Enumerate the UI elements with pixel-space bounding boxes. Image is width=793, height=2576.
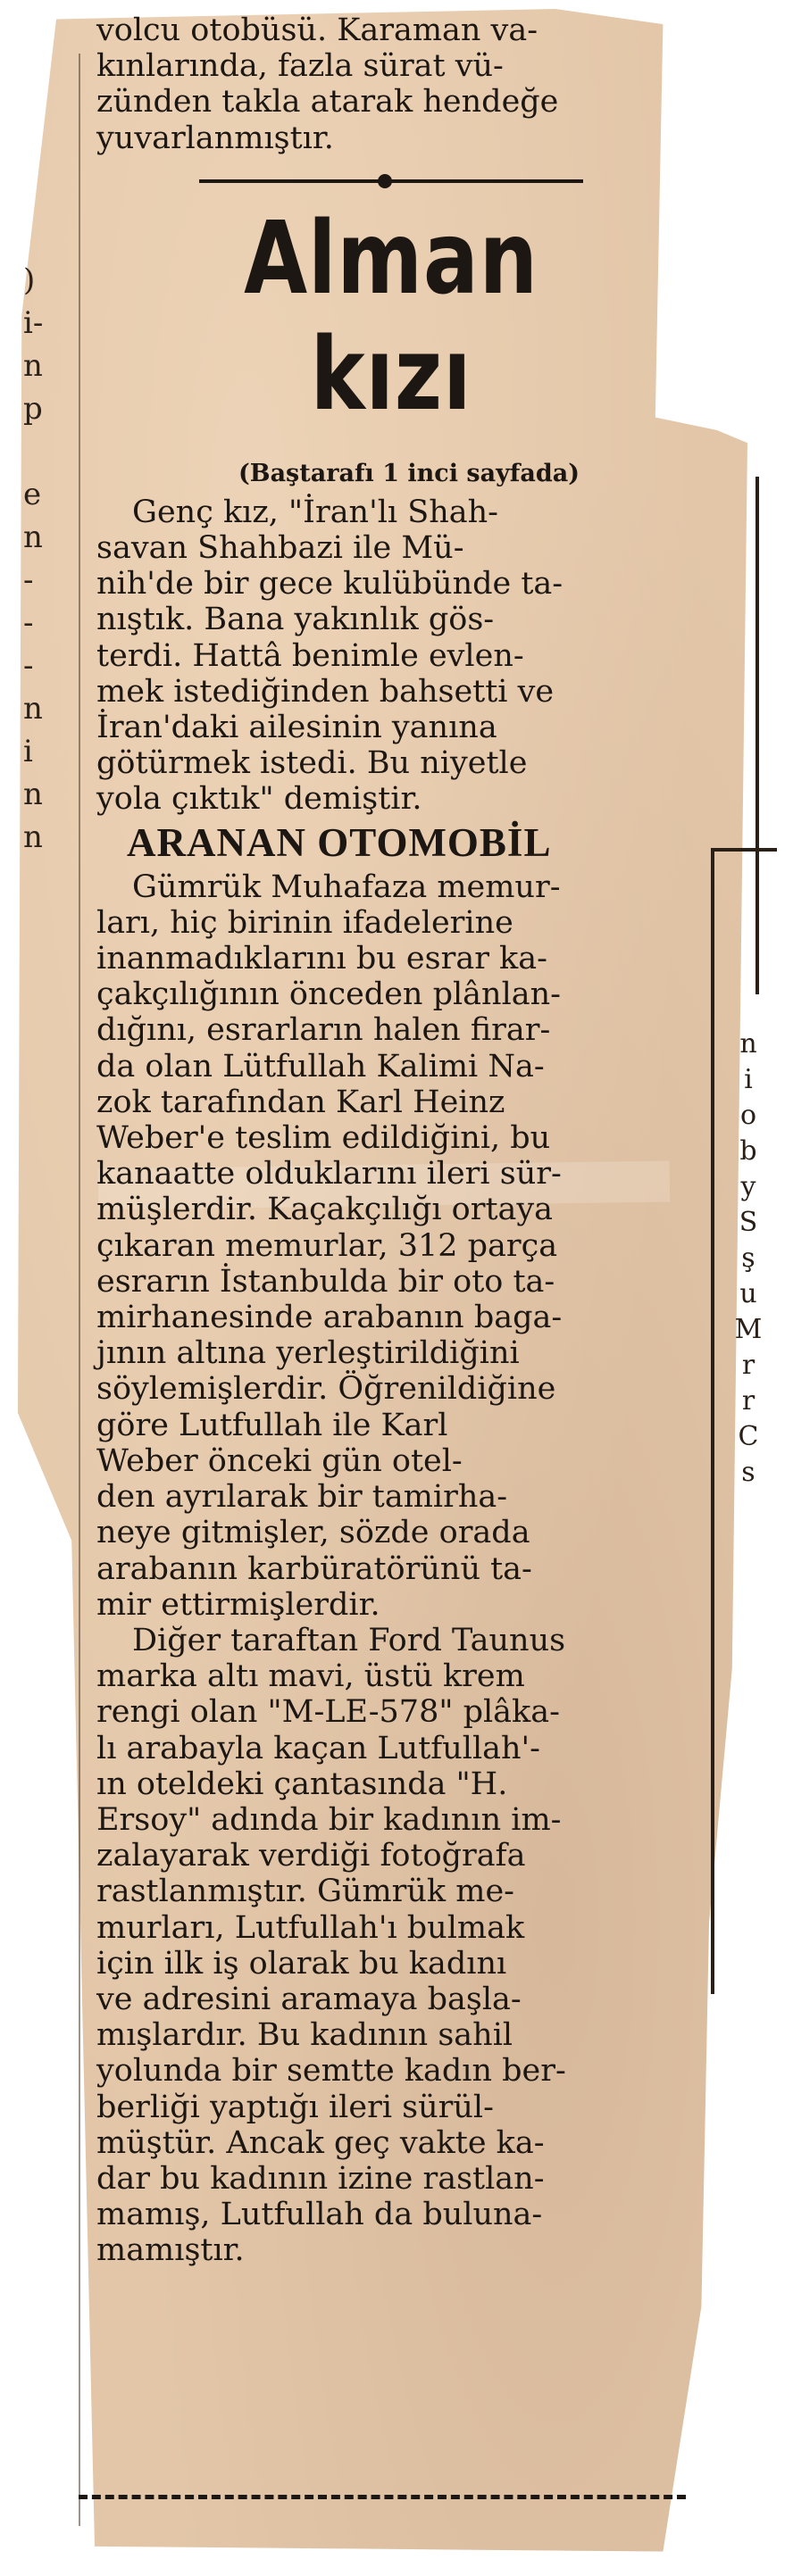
paragraph-2: Gümrük Muhafaza memur- ları, hiç birinin ifadelerine inanmadıklarını bu esrar ka- çakçılığının önceden plânlan- dığını, esrarların halen firar- da olan Lütfullah Kalimi Na- zok tarafından Karl Heinz Weber'e teslim edildiğini, bu kanaatte olduklarını ileri sür- müşlerdir. Kaçakçılığı ortaya çıkaran memurlar, 312 parça esrarın İstanbulda bir oto ta- mirhanesinde arabanın baga- jının altına yerleştirildiğini söylemişlerdir. Öğrenildiğine göre Lutfullah ile Karl Weber önceki gün otel- den ayrılarak bir tamirha- neye gitmişler, sözde orada arabanın karbüratörünü ta- mir ettirmişlerdir. (96, 868, 563, 1623)
paragraph-1: Genç kız, "İran'lı Shah- savan Shahbazi ile Mü- nih'de bir gece kulübünde ta- nıştık. Bana yakınlık gös- terdi. Hattâ benimle evlen- mek istediğinden bahsetti ve İran'daki ailesinin yanına götürmek istedi. Bu niyetle yola çıktık" demiştir. (96, 494, 563, 818)
continued-from-note: (Baştarafı 1 inci sayfada) (238, 459, 580, 487)
divider-dot (378, 174, 392, 188)
right-column-fragments: n i o b y S ş u M r r C s (734, 1028, 763, 1488)
subheading: ARANAN OTOMOBİL (127, 819, 552, 865)
headline-divider (199, 179, 583, 183)
headline: Alman kızı (244, 200, 538, 433)
left-column-fragments: ) i- n p e n - - - n i n n (23, 262, 44, 855)
column-rule-left (79, 54, 80, 2526)
paragraph-3: Diğer taraftan Ford Taunus marka altı mavi, üstü krem rengi olan "M-LE-578" plâka- lı arabayla kaçan Lutfullah'- ın oteldeki çantasında "H. Ersoy" adında bir kadının im- zalayarak verdiği fotoğrafa rastlanmıştır. Gümrük me- murları, Lutfullah'ı bulmak için ilk iş olarak bu kadını ve adresini aramaya başla- mışlardır. Bu kadının sahil yolunda bir semtte kadın ber- berliği yaptığı ileri sürül- müştür. Ancak geç vakte ka- dar bu kadının izine rastlan- mamış, Lutfullah da buluna- mamıştır. (96, 1622, 566, 2269)
continuation-paragraph: volcu otobüsü. Karaman va- kınlarında, fazla sürat vü- zünden takla atarak hendeğe yuvarlanmıştır. (96, 12, 559, 156)
bottom-dashed-rule (79, 2495, 686, 2499)
article (96, 12, 686, 2269)
